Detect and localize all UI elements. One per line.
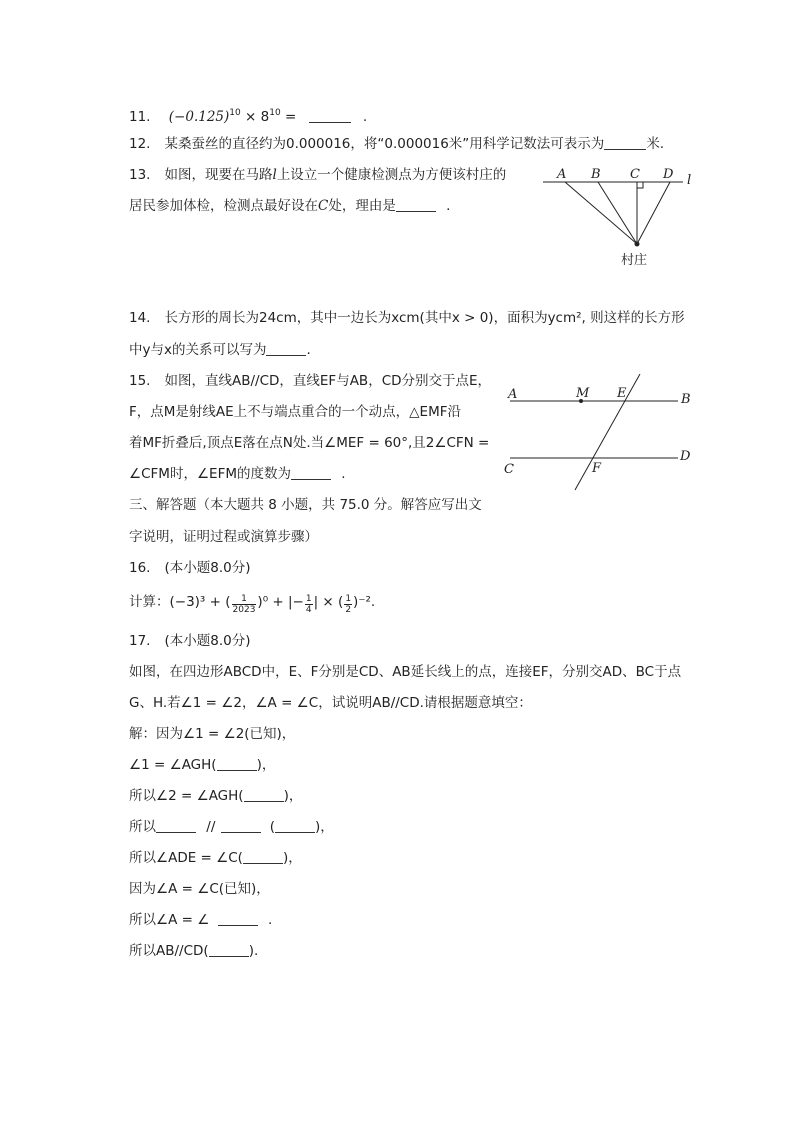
answer-blank[interactable] xyxy=(604,135,646,150)
unit-text: 米. xyxy=(646,136,665,152)
answer-blank[interactable] xyxy=(221,818,261,833)
question-14 xyxy=(129,308,685,328)
question-number: 17. xyxy=(129,633,151,649)
answer-blank[interactable] xyxy=(275,818,315,833)
label-m: M xyxy=(576,386,590,401)
label-d: D xyxy=(680,449,691,464)
question-number: 13. xyxy=(129,167,151,183)
solution-line-1 xyxy=(129,724,295,744)
question-text: 如图，在四边形ABCD中，E、F分别是CD、AB延长线上的点，连接EF，分别交AD、BC于点 xyxy=(129,664,682,680)
figure-15-diagram xyxy=(500,368,700,496)
solution-text: ( xyxy=(269,819,275,835)
question-16-expr xyxy=(129,592,375,615)
question-13 xyxy=(129,165,506,185)
question-17-line1 xyxy=(129,662,681,682)
question-text: 处，理由是 xyxy=(328,198,396,214)
solution-text: ). xyxy=(248,943,259,959)
solution-text: 所以∠ADE = ∠C( xyxy=(129,850,243,866)
village-point xyxy=(635,242,640,247)
question-text: 中y与x的关系可以写为 xyxy=(129,342,267,358)
fraction: $\frac{1}{4}$ xyxy=(305,594,312,615)
section-heading-text: 字说明，证明过程或演算步骤） xyxy=(129,529,318,545)
question-number: 14. xyxy=(129,310,151,326)
question-15 xyxy=(129,371,491,391)
question-15-line2 xyxy=(129,402,461,422)
label-c: C xyxy=(630,167,640,182)
solution-text: 因为∠A = ∠C(已知)， xyxy=(129,881,270,897)
solution-text: 所以AB//CD( xyxy=(129,943,209,959)
math-equals: = xyxy=(284,109,297,125)
question-text: 着MF折叠后,顶点E落在点N处.当∠MEF = 60°,且2∠CFN = xyxy=(129,435,490,451)
answer-blank[interactable] xyxy=(266,341,306,356)
question-15-line3 xyxy=(129,433,489,453)
answer-blank[interactable] xyxy=(243,849,283,864)
expr-text: )⁰ + |− xyxy=(257,594,304,610)
question-text: F，点M是射线AE上不与端点重合的一个动点，△EMF沿 xyxy=(129,404,462,420)
expr-text: )⁻². xyxy=(353,594,376,610)
math-exponent: 10 xyxy=(269,108,281,118)
solution-line-6 xyxy=(129,879,270,899)
label-a: A xyxy=(508,387,518,402)
segment-b xyxy=(598,182,637,244)
solution-line-8 xyxy=(129,941,258,961)
question-number: 12. xyxy=(129,136,151,152)
solution-text: ∠1 = ∠AGH( xyxy=(129,757,217,773)
figure-13-diagram xyxy=(535,160,705,275)
period: . xyxy=(306,342,311,358)
period: . xyxy=(362,109,368,125)
math-base: (−0.125) xyxy=(168,109,230,125)
question-number: 15. xyxy=(129,373,151,389)
segment-a xyxy=(565,182,637,244)
question-number: 16. xyxy=(129,560,151,576)
question-text: 如图，直线AB//CD，直线EF与AB，CD分别交于点E， xyxy=(164,373,492,389)
label-c: C xyxy=(504,462,514,477)
solution-line-5 xyxy=(129,848,302,868)
solution-line-2 xyxy=(129,755,275,775)
label-e: E xyxy=(617,386,627,401)
question-16 xyxy=(129,558,251,578)
question-text: 长方形的周长为24cm，其中一边长为xcm(其中x > 0)，面积为ycm², 则这样的长方形 xyxy=(164,310,685,326)
score-label: (本小题8.0分) xyxy=(164,560,251,576)
period: . xyxy=(446,198,451,214)
period: . xyxy=(267,912,273,928)
fraction: $\frac{1}{2}$ xyxy=(345,594,352,615)
question-text: 某桑蚕丝的直径约为0.000016，将“0.000016米”用科学记数法可表示为 xyxy=(164,136,605,152)
math-times: × 8 xyxy=(245,109,270,125)
right-angle-mark xyxy=(637,182,643,188)
parallel-symbol: // xyxy=(206,819,216,835)
solution-line-3 xyxy=(129,786,302,806)
expr-text: | × ( xyxy=(313,594,344,610)
solution-text: )， xyxy=(256,757,276,773)
solution-text: )， xyxy=(283,788,303,804)
math-exponent: 10 xyxy=(229,108,241,118)
answer-blank[interactable] xyxy=(218,911,258,926)
label-f: F xyxy=(592,461,602,476)
period: . xyxy=(341,466,346,482)
section-3-heading-line2 xyxy=(129,527,318,547)
question-14-line2 xyxy=(129,340,311,360)
label-l: l xyxy=(687,173,692,188)
answer-blank[interactable] xyxy=(217,756,257,771)
question-text: 上设立一个健康检测点为方便该村庄的 xyxy=(276,167,507,183)
question-text: ∠CFM时，∠EFM的度数为 xyxy=(129,466,291,482)
answer-blank[interactable] xyxy=(156,818,196,833)
question-text: G、H.若∠1 = ∠2，∠A = ∠C，试说明AB//CD.请根据题意填空： xyxy=(129,695,532,711)
question-12 xyxy=(129,134,664,154)
question-text: 如图，现要在马路 xyxy=(164,167,273,183)
question-text: 居民参加体检，检测点最好设在 xyxy=(129,198,318,214)
solution-text: 所以 xyxy=(129,819,156,835)
score-label: (本小题8.0分) xyxy=(164,633,251,649)
solution-text: )， xyxy=(314,819,334,835)
segment-d xyxy=(637,182,670,244)
math-var: l xyxy=(272,167,277,183)
question-15-line4 xyxy=(129,464,346,484)
answer-blank[interactable] xyxy=(396,197,436,212)
section-3-heading xyxy=(129,495,482,515)
question-17-line2 xyxy=(129,693,532,713)
question-17 xyxy=(129,631,251,651)
math-var: C xyxy=(318,198,329,214)
question-number: 11. xyxy=(129,109,151,125)
answer-blank[interactable] xyxy=(244,787,284,802)
expr-text: 计算：(−3)³ + ( xyxy=(129,594,231,610)
label-a: A xyxy=(557,167,567,182)
question-13-line2 xyxy=(129,196,450,216)
label-b: B xyxy=(681,392,691,407)
solution-text: 解：因为∠1 = ∠2(已知)， xyxy=(129,726,296,742)
solution-line-7 xyxy=(129,910,272,930)
section-heading-text: 三、解答题（本大题共 8 小题，共 75.0 分。解答应写出文 xyxy=(129,497,482,513)
answer-blank[interactable] xyxy=(309,108,351,123)
solution-text: )， xyxy=(282,850,302,866)
label-d: D xyxy=(663,167,674,182)
answer-blank[interactable] xyxy=(209,942,249,957)
label-village: 村庄 xyxy=(621,253,648,268)
solution-text: 所以∠2 = ∠AGH( xyxy=(129,788,244,804)
solution-text: 所以∠A = ∠ xyxy=(129,912,210,928)
solution-line-4 xyxy=(129,817,334,837)
question-11 xyxy=(129,103,367,127)
label-b: B xyxy=(591,167,601,182)
fraction: $\frac{1}{2023}$ xyxy=(232,594,256,615)
answer-blank[interactable] xyxy=(291,465,331,480)
